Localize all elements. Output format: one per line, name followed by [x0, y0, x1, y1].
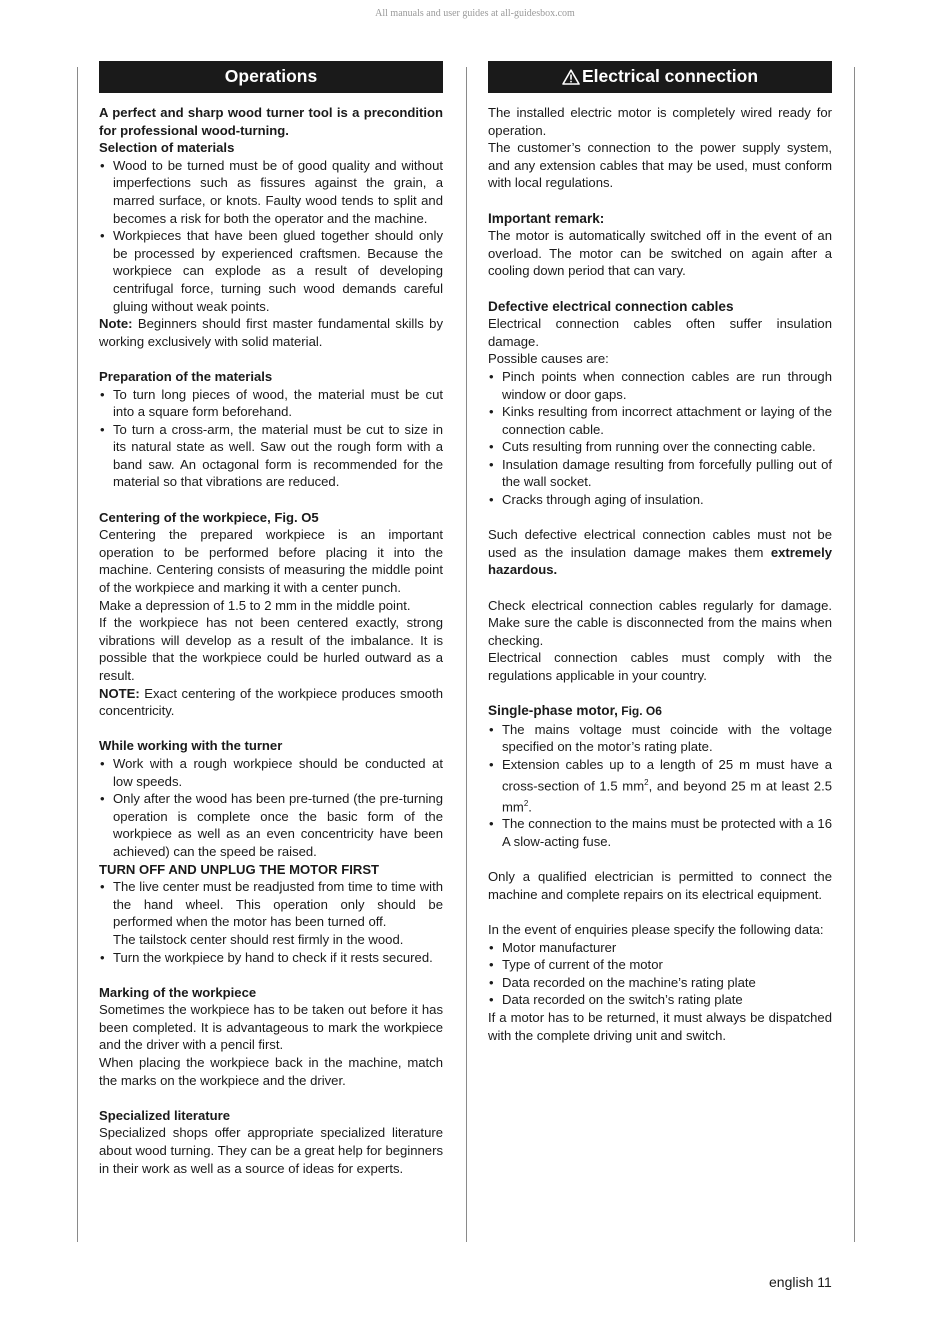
defective-paragraph: Possible causes are:	[488, 351, 609, 367]
single-phase-fig-ref: Fig. O6	[617, 704, 662, 719]
intro-text: A perfect and sharp wood turner tool is a precondition for professional wood-turning.	[99, 105, 443, 138]
list-item: • Cuts resulting from running over the connecting cable.	[488, 438, 832, 456]
selection-list	[99, 157, 443, 315]
causes-list	[488, 368, 832, 509]
hazard-emphasis: extremely hazardous.	[488, 544, 832, 578]
page-number: english 11	[769, 1274, 832, 1290]
electrical-heading-bar	[488, 61, 832, 93]
working-heading: While working with the turner	[99, 738, 283, 754]
marking-paragraph: When placing the workpiece back in the machine, match the marks on the workpiece and the driver.	[99, 1055, 443, 1088]
working-list	[99, 755, 443, 861]
list-item-continuation: The tailstock center should rest firmly in the wood.	[113, 931, 404, 947]
electrical-title: Electrical connection	[581, 66, 759, 87]
literature-paragraph: Specialized shops offer appropriate specialized literature about wood turning. They can be a great help for beginners in their work as well as a source of ideas for experts.	[99, 1125, 443, 1176]
literature-heading: Specialized literature	[99, 1107, 230, 1123]
list-item-text: .	[528, 798, 532, 814]
superscript: 2	[523, 798, 529, 808]
center-rule	[466, 67, 467, 1242]
single-phase-title: Single-phase motor,	[488, 703, 618, 719]
list-item: • Cracks through aging of insulation.	[488, 491, 832, 509]
marking-heading: Marking of the workpiece	[99, 984, 257, 1000]
list-item: • Data recorded on the machine’s rating plate	[488, 974, 832, 992]
hazard-paragraph	[488, 526, 832, 579]
list-item: • To turn a cross-arm, the material must be cut to size in its natural state as well. Saw out the rough form with a band saw. An octagonal form is recommended for the material so that vibrations are reduced.	[99, 421, 443, 491]
note-text: Beginners should first master fundamental skills by working exclusively with solid material.	[99, 316, 443, 349]
list-item: • To turn long pieces of wood, the material must be cut into a square form beforehand.	[99, 386, 443, 421]
marking-paragraph: Sometimes the workpiece has to be taken out before it has been completed. It is advantageous to mark the workpiece and the driver with a pencil first.	[99, 1002, 443, 1053]
turnoff-list	[99, 878, 443, 966]
centering-note-text: Exact centering of the workpiece produces smooth concentricity.	[99, 685, 443, 719]
centering-note	[99, 685, 443, 720]
centering-paragraph: Make a depression of 1.5 to 2 mm in the middle point.	[99, 597, 411, 613]
list-item	[488, 756, 832, 816]
electrical-paragraph: The customer’s connection to the power supply system, and any extension cables that may be used, must conform with local regulations.	[488, 140, 832, 191]
centering-heading: Centering of the workpiece, Fig. O5	[99, 509, 319, 525]
list-item: • Pinch points when connection cables are run through window or door gaps.	[488, 368, 832, 403]
check-paragraph: Check electrical connection cables regularly for damage. Make sure the cable is disconnected from the mains when checking.	[488, 597, 832, 648]
note-label: Note:	[99, 316, 133, 332]
turnoff-heading: TURN OFF AND UNPLUG THE MOTOR FIRST	[99, 861, 380, 877]
list-item: • Workpieces that have been glued together should only be processed by experienced craftsmen. Because the workpiece can explode as a result of developing centrifugal force, turning such wood demands careful gluing without weak points.	[99, 227, 443, 315]
list-item: • The mains voltage must coincide with the voltage specified on the motor’s rating plate.	[488, 721, 832, 756]
centering-paragraph: If the workpiece has not been centered exactly, strong vibrations will develop as a result of the imbalance. It is possible that the workpiece could be hurled outward as a result.	[99, 615, 443, 683]
list-item: • Type of current of the motor	[488, 956, 832, 974]
operations-column	[99, 61, 443, 1177]
list-item-text: Extension cables up to a length of 25 m must have a cross-section of 1.5 mm	[502, 756, 832, 793]
enquiries-paragraph: In the event of enquiries please specify the following data:	[488, 922, 824, 938]
list-item: • The connection to the mains must be protected with a 16 A slow-acting fuse.	[488, 815, 832, 850]
selection-heading: Selection of materials	[99, 140, 235, 156]
operations-title: Operations	[224, 66, 318, 87]
remark-paragraph: The motor is automatically switched off in the event of an overload. The motor can be switched on again after a cooling down period that can vary.	[488, 228, 832, 279]
check-paragraph: Electrical connection cables must comply with the regulations applicable in your country.	[488, 650, 832, 683]
list-item: • Turn the workpiece by hand to check if it rests secured.	[99, 949, 443, 967]
defective-heading: Defective electrical connection cables	[488, 298, 734, 314]
enquiries-list	[488, 939, 832, 1009]
electrical-paragraph: The installed electric motor is completely wired ready for operation.	[488, 105, 832, 138]
single-phase-heading	[488, 702, 832, 721]
defective-paragraph: Electrical connection cables often suffer insulation damage.	[488, 316, 832, 349]
warning-triangle-icon	[562, 69, 580, 85]
note-paragraph	[99, 315, 443, 350]
list-item: • Motor manufacturer	[488, 939, 832, 957]
superscript: 2	[644, 777, 649, 787]
list-item: • Insulation damage resulting from forcefully pulling out of the wall socket.	[488, 456, 832, 491]
list-item: • Wood to be turned must be of good quality and without imperfections such as fissures against the grain, a marred surface, or knots. Faulty wood tends to split and becomes a risk for both the operator and the machine.	[99, 157, 443, 227]
left-margin-rule	[77, 67, 78, 1242]
preparation-heading: Preparation of the materials	[99, 368, 273, 384]
list-item: • Work with a rough workpiece should be conducted at low speeds.	[99, 755, 443, 790]
centering-paragraph: Centering the prepared workpiece is an important operation to be performed before placing it into the machine. Centering consists of measuring the middle point of the workpiece and marking it with a center punch.	[99, 527, 443, 596]
electrical-column	[488, 61, 832, 1044]
list-item-text: The live center must be readjusted from time to time with the hand wheel. This operation only should be performed when the motor has been turned off.	[113, 879, 443, 930]
centering-note-label: NOTE:	[99, 685, 140, 701]
list-item: • Kinks resulting from incorrect attachment or laying of the connection cable.	[488, 403, 832, 438]
list-item: • Only after the wood has been pre-turned (the pre-turning operation is complete once the basic form of the workpiece as well as an even concentricity have been achieved) can the speed be raised.	[99, 790, 443, 860]
list-item: • Data recorded on the switch’s rating plate	[488, 991, 832, 1009]
list-item-text: , and beyond 25 m at least 2.5 mm	[502, 777, 832, 814]
operations-heading-bar	[99, 61, 443, 93]
right-margin-rule	[854, 67, 855, 1242]
single-phase-list	[488, 721, 832, 851]
preparation-list	[99, 386, 443, 492]
hazard-text: Such defective electrical connection cables must not be used as the insulation damage makes them	[488, 527, 832, 560]
watermark: All manuals and user guides at all-guidesbox.com	[375, 8, 575, 19]
qualified-paragraph: Only a qualified electrician is permitted to connect the machine and complete repairs on its electrical equipment.	[488, 869, 832, 902]
remark-heading: Important remark:	[488, 210, 605, 226]
return-paragraph: If a motor has to be returned, it must always be dispatched with the complete driving unit and switch.	[488, 1010, 832, 1043]
list-item	[99, 878, 443, 948]
